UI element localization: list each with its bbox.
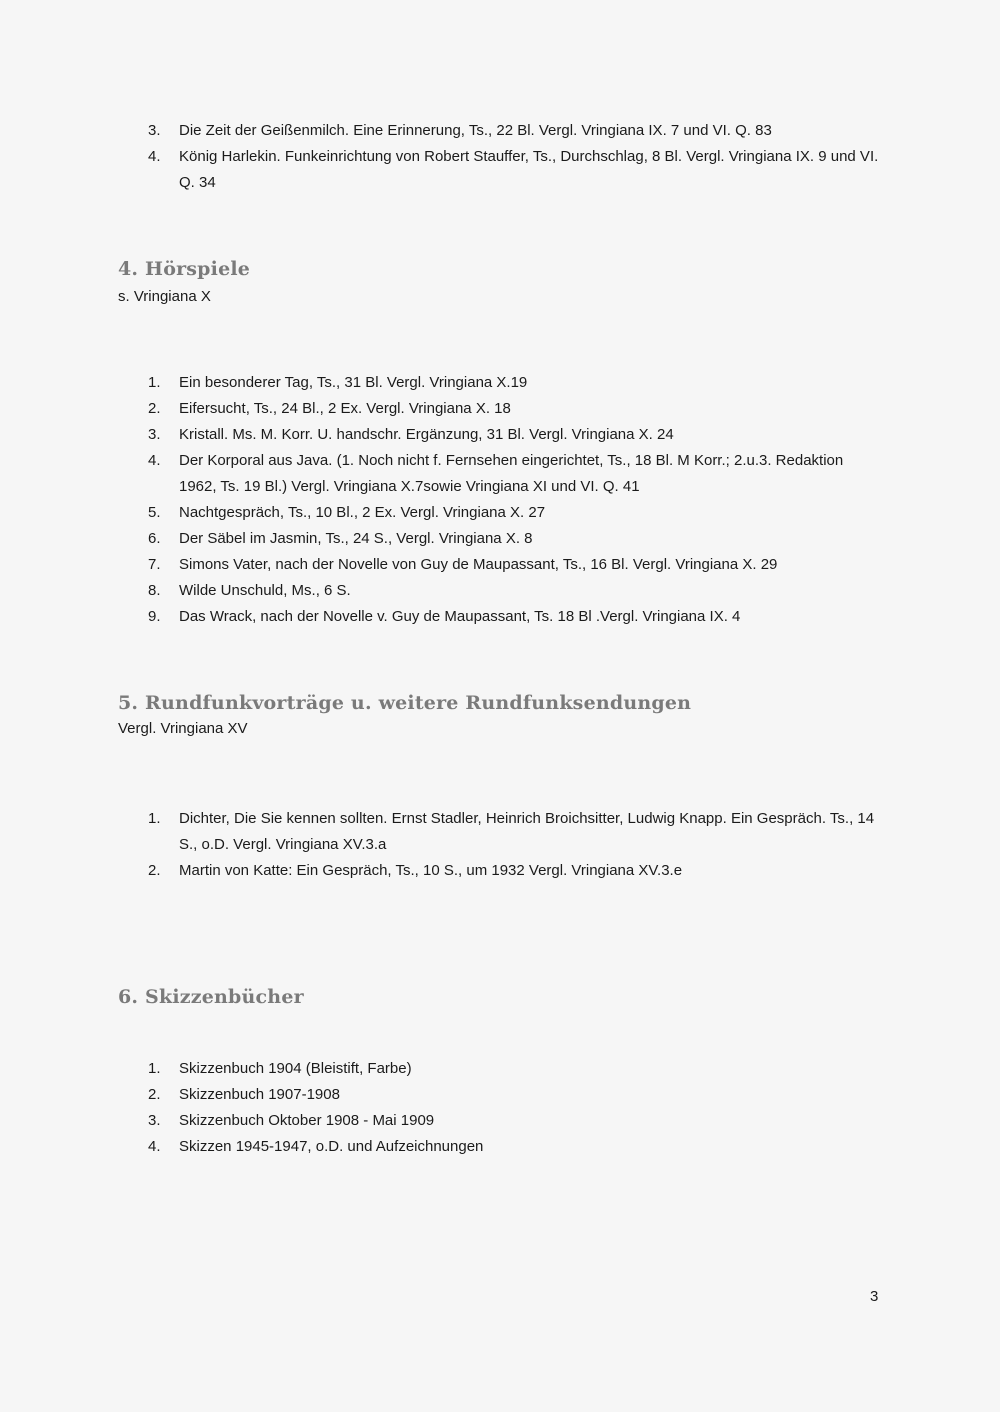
list-number: 4.	[148, 1138, 161, 1155]
list-number: 3.	[148, 122, 161, 139]
list-number: 5.	[148, 504, 161, 521]
list-text: Der Säbel im Jasmin, Ts., 24 S., Vergl. Vringiana X. 8	[179, 530, 533, 547]
list-number: 2.	[148, 1086, 161, 1103]
list-item	[0, 370, 1000, 396]
list-item	[0, 396, 1000, 422]
list-text: Nachtgespräch, Ts., 10 Bl., 2 Ex. Vergl. Vringiana X. 27	[179, 504, 546, 521]
list-text: Martin von Katte: Ein Gespräch, Ts., 10 S., um 1932 Vergl. Vringiana XV.3.e	[179, 862, 683, 879]
list-number: 3.	[148, 426, 161, 443]
list-item	[0, 1082, 603, 1108]
section-heading-hoerspiele: 4. Hörspiele	[118, 258, 251, 280]
list-number: 7.	[148, 556, 161, 573]
list-text: Skizzenbuch 1904 (Bleistift, Farbe)	[179, 1060, 412, 1077]
list-item	[0, 144, 1000, 196]
list-item	[0, 422, 1000, 448]
list-item	[0, 1108, 603, 1134]
list-text: Ein besonderer Tag, Ts., 31 Bl. Vergl. Vringiana X.19	[179, 374, 528, 391]
list-number: 8.	[148, 582, 161, 599]
list-text: Skizzen 1945-1947, o.D. und Aufzeichnungen	[179, 1138, 484, 1155]
rundfunk-list	[0, 806, 1000, 884]
list-text: Skizzenbuch Oktober 1908 - Mai 1909	[179, 1112, 435, 1129]
section-note: s. Vringiana X	[118, 288, 211, 305]
section-heading-skizzenbuecher: 6. Skizzenbücher	[118, 986, 304, 1008]
list-text: Skizzenbuch 1907-1908	[179, 1086, 340, 1103]
list-number: 1.	[148, 1060, 161, 1077]
list-item	[0, 578, 1000, 604]
list-item	[0, 500, 1000, 526]
list-number: 3.	[148, 1112, 161, 1129]
skizzenbuecher-list	[0, 1056, 603, 1160]
list-text: Das Wrack, nach der Novelle v. Guy de Maupassant, Ts. 18 Bl .Vergl. Vringiana IX. 4	[179, 608, 741, 625]
list-number: 1.	[148, 374, 161, 391]
list-number: 2.	[148, 862, 161, 879]
list-text: Der Korporal aus Java. (1. Noch nicht f. Fernsehen eingerichtet, Ts., 18 Bl. M Korr.; 2.u.3. Redaktion 1962, Ts. 19 Bl.) Vergl. Vringiana X.7sowie Vringiana XI und VI. Q. 41	[179, 452, 844, 495]
list-text: Kristall. Ms. M. Korr. U. handschr. Ergänzung, 31 Bl. Vergl. Vringiana X. 24	[179, 426, 674, 443]
list-text: Wilde Unschuld, Ms., 6 S.	[179, 582, 351, 599]
list-number: 9.	[148, 608, 161, 625]
hoerspiele-list	[0, 370, 1000, 630]
continued-list	[0, 118, 1000, 196]
list-number: 4.	[148, 148, 161, 165]
list-item	[0, 806, 1000, 858]
page-number: 3	[870, 1288, 879, 1305]
list-item	[0, 526, 1000, 552]
list-item	[0, 1134, 603, 1160]
list-text: Die Zeit der Geißenmilch. Eine Erinnerung, Ts., 22 Bl. Vergl. Vringiana IX. 7 und VI. Q. 83	[179, 122, 772, 139]
list-number: 6.	[148, 530, 161, 547]
list-item	[0, 118, 1000, 144]
section-heading-rundfunk: 5. Rundfunkvorträge u. weitere Rundfunksendungen	[118, 692, 692, 714]
list-text: Dichter, Die Sie kennen sollten. Ernst Stadler, Heinrich Broichsitter, Ludwig Knapp. Ein Gespräch. Ts., 14 S., o.D. Vergl. Vringiana XV.3.a	[179, 810, 875, 853]
list-number: 1.	[148, 810, 161, 827]
list-item	[0, 1056, 603, 1082]
list-item	[0, 858, 1000, 884]
list-text: Simons Vater, nach der Novelle von Guy de Maupassant, Ts., 16 Bl. Vergl. Vringiana X. 29	[179, 556, 778, 573]
list-number: 4.	[148, 452, 161, 469]
list-number: 2.	[148, 400, 161, 417]
list-item	[0, 604, 1000, 630]
list-item	[0, 448, 1000, 500]
list-text: Eifersucht, Ts., 24 Bl., 2 Ex. Vergl. Vringiana X. 18	[179, 400, 511, 417]
list-item	[0, 552, 1000, 578]
list-text: König Harlekin. Funkeinrichtung von Robert Stauffer, Ts., Durchschlag, 8 Bl. Vergl. Vringiana IX. 9 und VI. Q. 34	[179, 148, 879, 191]
section-note: Vergl. Vringiana XV	[118, 720, 248, 737]
